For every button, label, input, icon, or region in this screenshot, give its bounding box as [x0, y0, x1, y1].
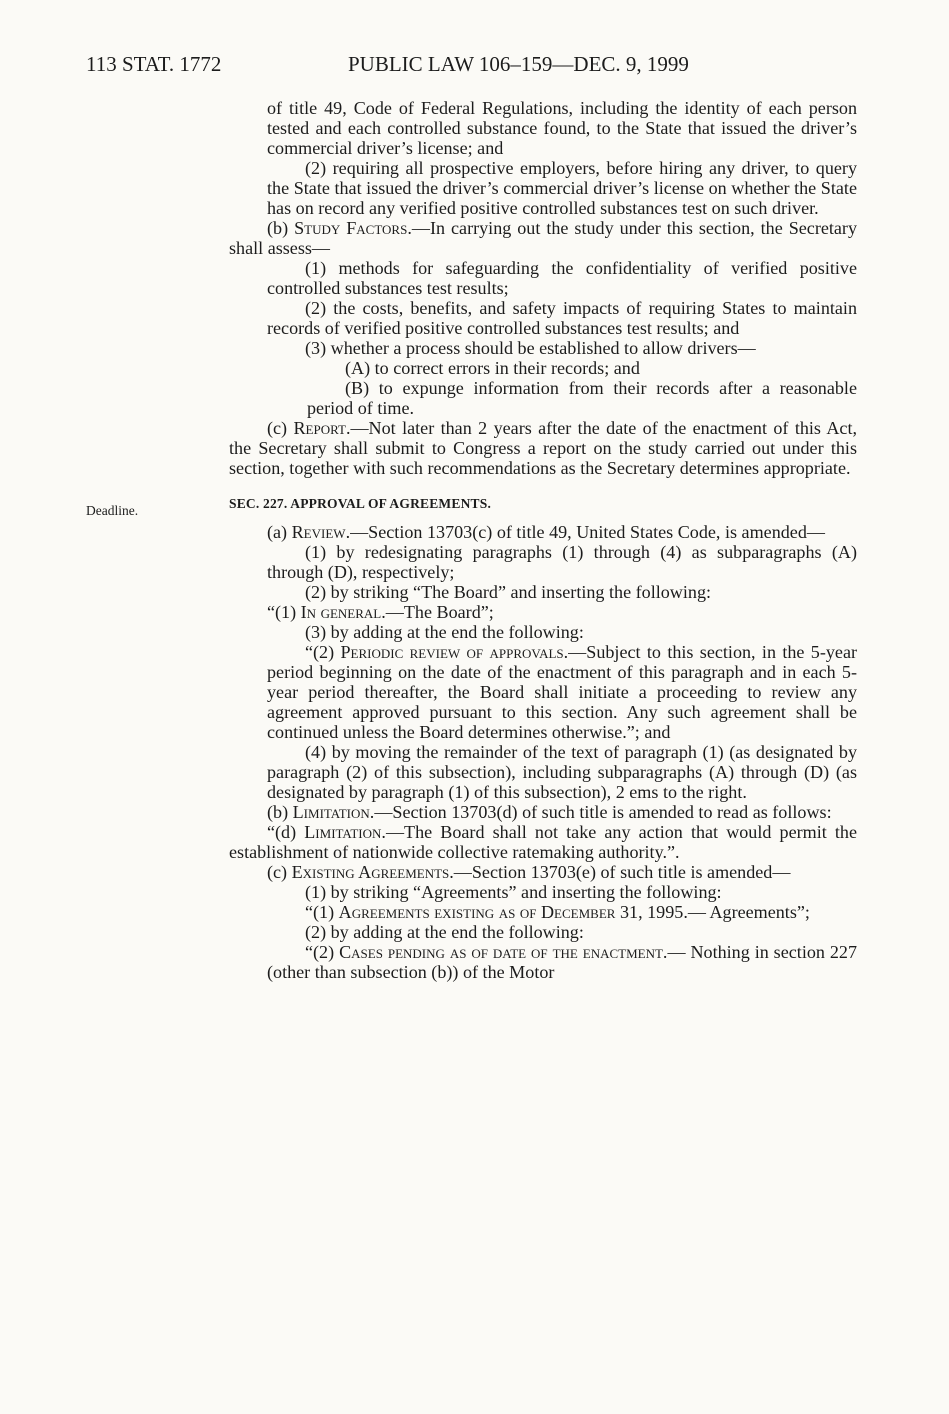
quoted-limitation: “(d) Limitation.—The Board shall not take any action that would permit the establishment of nationwide collective ratemaking authority.”.: [229, 822, 857, 862]
margin-note-deadline: Deadline.: [86, 503, 139, 518]
heading-limitation: Limitation: [292, 802, 370, 822]
subsection-a-review: (a) Review.—Section 13703(c) of title 49, United States Code, is amended—: [267, 522, 825, 542]
paragraph-a1: (1) by redesignating paragraphs (1) through (4) as subparagraphs (A) through (D), respectively;: [267, 542, 857, 582]
paragraph-b1: (1) methods for safeguarding the confidentiality of verified positive controlled substances test results;: [267, 258, 857, 298]
paragraph-c2: (2) by adding at the end the following:: [305, 922, 584, 942]
document-body: [229, 98, 857, 982]
section-227-heading: SEC. 227. APPROVAL OF AGREEMENTS.: [229, 496, 492, 511]
heading-report: Report: [293, 418, 346, 438]
paragraph-a4: (4) by moving the remainder of the text of paragraph (1) (as designated by paragraph (2) of this subsection), including subparagraphs (A) through (D) (as designated by paragraph (1) of this subsection), 2 ems to the right.: [267, 742, 857, 802]
paragraph-2: (2) requiring all prospective employers, before hiring any driver, to query the State that issued the driver’s commercial driver’s license on whether the State has on record any verified positive controlled substances test on such driver.: [267, 158, 857, 218]
statute-page-number: 113 STAT. 1772: [86, 52, 222, 76]
paragraph-a2: (2) by striking “The Board” and inserting the following:: [305, 582, 712, 602]
subparagraph-b3B: (B) to expunge information from their records after a reasonable period of time.: [307, 378, 857, 418]
paragraph-a3: (3) by adding at the end the following:: [305, 622, 584, 642]
paragraph-continuation: of title 49, Code of Federal Regulations, including the identity of each person tested and each controlled substance found, to the State that issued the driver’s commercial driver’s license; and: [267, 98, 857, 158]
quoted-agreements-existing: “(1) Agreements existing as of December 31, 1995.— Agreements”;: [305, 902, 810, 922]
subsection-b-limitation: (b) Limitation.—Section 13703(d) of such title is amended to read as follows:: [267, 802, 832, 822]
heading-existing-agreements: Existing Agreements: [291, 862, 450, 882]
subparagraph-b3A: (A) to correct errors in their records; and: [345, 358, 640, 378]
heading-study-factors: Study Factors: [294, 218, 408, 238]
quoted-periodic-review: “(2) Periodic review of approvals.—Subject to this section, in the 5-year period beginning on the date of the enactment of this paragraph and in each 5-year period thereafter, the Board shall initiate a proceeding to review any agreement approved pursuant to this section. Any such agreement shall be continued unless the Board determines otherwise.”; and: [267, 642, 858, 742]
paragraph-c1: (1) by striking “Agreements” and inserting the following:: [305, 882, 722, 902]
subsection-c-report: (c) Report.—Not later than 2 years after the date of the enactment of this Act, the Secretary shall submit to Congress a report on the study carried out under this section, together with such recommendations as the Secretary determines appropriate.: [229, 418, 857, 478]
public-law-title: PUBLIC LAW 106–159—DEC. 9, 1999: [348, 52, 689, 76]
heading-review: Review: [291, 522, 346, 542]
paragraph-b2: (2) the costs, benefits, and safety impacts of requiring States to maintain records of verified positive controlled substances test results; and: [267, 298, 857, 338]
quoted-cases-pending: “(2) Cases pending as of date of the enactment.— Nothing in section 227 (other than subsection (b)) of the Motor: [267, 942, 857, 982]
paragraph-b3: (3) whether a process should be established to allow drivers—: [305, 338, 756, 358]
subsection-b-study-factors: (b) Study Factors.—In carrying out the study under this section, the Secretary shall assess—: [229, 218, 858, 258]
quoted-in-general: “(1) In general.—The Board”;: [267, 602, 494, 622]
subsection-c-existing-agreements: (c) Existing Agreements.—Section 13703(e) of such title is amended—: [267, 862, 791, 882]
page-header: [86, 52, 863, 82]
